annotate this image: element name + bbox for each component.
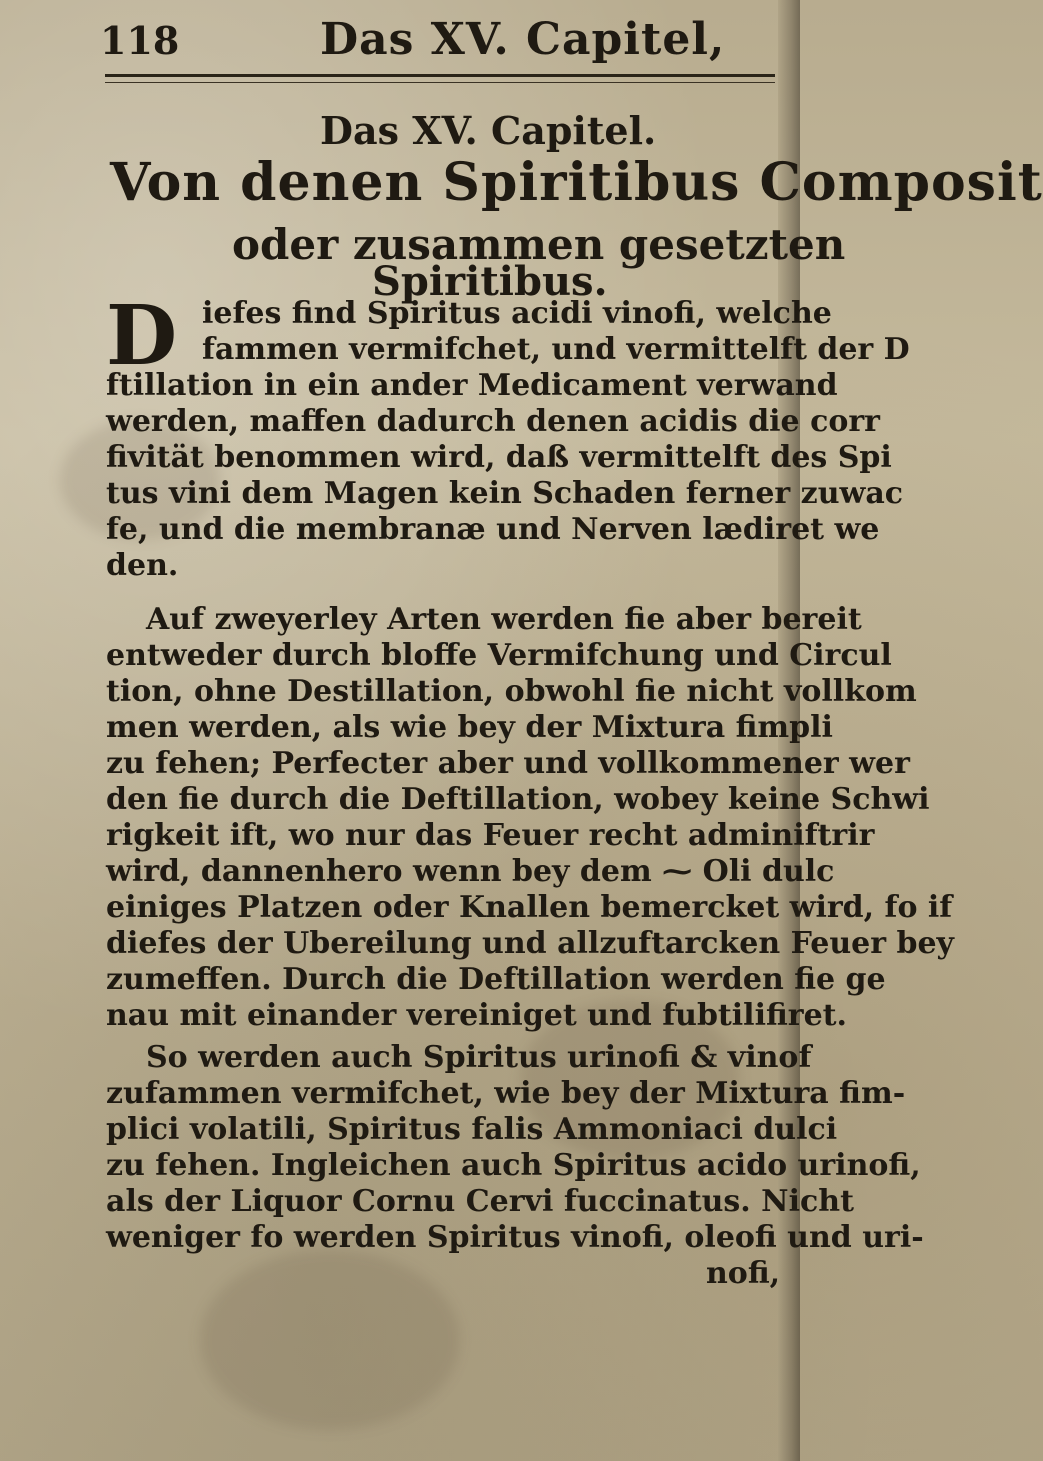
text-line: ftillation in ein ander Medicament verwand (106, 368, 838, 403)
paper-stain (200, 1250, 460, 1430)
text-line: fivität benommen wird, daß vermittelft des Spi (106, 440, 892, 475)
page-header (100, 14, 770, 74)
text-line: wird, dannenhero wenn bey dem ⁓ Oli dulc (106, 854, 835, 889)
page-number: 118 (100, 18, 180, 63)
text-line: tus vini dem Magen kein Schaden ferner zuwac (106, 476, 904, 511)
text-line: zu fehen; Perfecter aber und vollkommener wer (106, 746, 910, 781)
text-line: plici volatili, Spiritus falis Ammoniaci dulci (106, 1112, 838, 1147)
text-line: weniger fo werden Spiritus vinofi, oleofi und uri- (106, 1220, 924, 1255)
text-line: men werden, als wie bey der Mixtura fimpli (106, 710, 833, 745)
catchword: nofi, (706, 1256, 781, 1291)
text-line: fe, und die membranæ und Nerven lædiret we (106, 512, 880, 547)
text-line: den fie durch die Deftillation, wobey keine Schwi (106, 782, 930, 817)
text-line: iefes find Spiritus acidi vinofi, welche (202, 296, 832, 331)
text-line: werden, maffen dadurch denen acidis die corr (106, 404, 880, 439)
text-line: entweder durch bloffe Vermifchung und Circul (106, 638, 892, 673)
header-rule (105, 74, 775, 77)
running-head: Das XV. Capitel, (320, 14, 726, 65)
text-line: fammen vermifchet, und vermittelft der D (202, 332, 910, 367)
text-line: tion, ohne Destillation, obwohl fie nicht vollkom (106, 674, 917, 709)
chapter-title-line-2: oder zusammen gesetzten (232, 220, 846, 269)
text-line: diefes der Ubereilung und allzuftarcken Feuer bey (106, 926, 954, 961)
text-line: zu fehen. Ingleichen auch Spiritus acido urinofi, (106, 1148, 921, 1183)
text-line: einiges Platzen oder Knallen bemercket wird, fo if (106, 890, 953, 925)
chapter-title-line-1: Von denen Spiritibus Composit (110, 152, 1043, 213)
text-line: den. (106, 548, 179, 583)
text-line: zumeffen. Durch die Deftillation werden fie ge (106, 962, 886, 997)
text-line: Auf zweyerley Arten werden fie aber bereit (146, 602, 862, 637)
header-rule-thin (105, 82, 775, 83)
text-line: So werden auch Spiritus urinofi & vinof (146, 1040, 812, 1075)
text-line: zufammen vermifchet, wie bey der Mixtura fim- (106, 1076, 906, 1111)
chapter-label: Das XV. Capitel. (320, 108, 657, 153)
chapter-title-line-3: Spiritibus. (372, 258, 608, 305)
text-line: rigkeit ift, wo nur das Feuer recht adminiftrir (106, 818, 875, 853)
text-line: nau mit einander vereiniget und fubtilifiret. (106, 998, 847, 1033)
text-line: als der Liquor Cornu Cervi fuccinatus. Nicht (106, 1184, 854, 1219)
drop-cap-initial: D (106, 288, 178, 384)
